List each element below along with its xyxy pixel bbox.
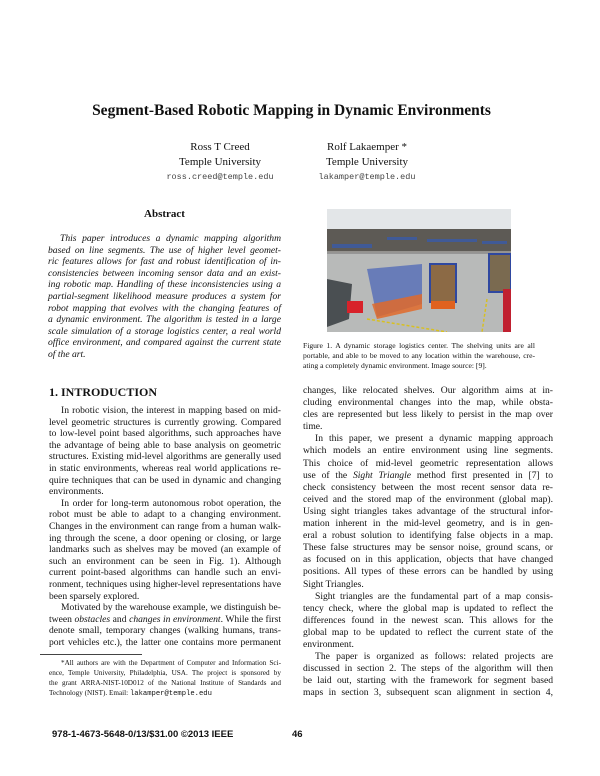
intro-left-column: [49, 405, 281, 648]
author-block-1: [140, 140, 300, 185]
text-line: based on line segments. The use of higher level geomet-: [48, 244, 281, 256]
text-line: [49, 688, 281, 698]
text-segment: . While the first: [220, 613, 282, 625]
text-segment: Technology (NIST). Email:: [49, 689, 130, 697]
text-line: ing through the scene, a door opening or closing, or large: [49, 532, 281, 544]
text-line: *All authors are with the Department of Computer and Information Sci-: [61, 659, 281, 667]
text-line: Sight Triangles.: [303, 578, 364, 590]
author-block-2: [287, 140, 447, 185]
text-line: quire techniques that can be used in dynamic and changing: [49, 474, 281, 486]
text-line: environments.: [49, 486, 104, 498]
emphasized-text: changes in environment: [129, 613, 221, 625]
footnote-divider: [40, 654, 142, 655]
text-line: changes, like relocated shelves. Our algorithm aims at in-: [303, 385, 553, 396]
abstract-text: [48, 233, 281, 361]
text-line: ronment, techniques using higher-level representations have: [49, 578, 281, 590]
text-line: partial-segment likelihood measure produces a system for: [48, 290, 281, 302]
footer-copyright: 978-1-4673-5648-0/13/$31.00 ©2013 IEEE: [52, 729, 234, 740]
text-segment: use of the: [303, 469, 353, 481]
text-line: port vehicles etc.), the latter one contains more permanent: [49, 636, 281, 648]
text-line: robot mapping that evolves with the changing features of: [48, 302, 281, 314]
text-line: In order for long-term autonomous robot operation, the: [61, 497, 281, 509]
text-line: current point-based algorithms can handle such an envi-: [49, 567, 281, 579]
text-line: ing robotic map. Handling of these inconsistencies using a: [48, 279, 281, 291]
text-line: cles are represented but less likely to persist in the map over: [303, 409, 553, 421]
text-line: structures. Existing mid-level algorithms are generally used: [49, 451, 281, 463]
text-line: Figure 1. A dynamic storage logistics center. The shelving units are all: [303, 341, 535, 350]
paper-title: Segment-Based Robotic Mapping in Dynamic Environments: [92, 102, 491, 119]
text-line: Sight triangles are the fundamental part of a map consis-: [315, 590, 553, 602]
text-line: In robotic vision, the interest in mapping based on mid-: [61, 405, 281, 416]
text-line: cluding environmental changes into the map, while obsta-: [303, 397, 553, 409]
text-line: be laid out, starting with the framework for segment based: [303, 675, 553, 687]
text-line: scale simulation of a storage logistics center, a real world: [48, 325, 281, 337]
text-line: which models an entire environment using line segments.: [303, 445, 553, 457]
text-line: [49, 614, 281, 626]
text-line: environment.: [303, 638, 354, 650]
figure-caption: [303, 341, 535, 371]
text-line: to low-level point based algorithms, such approaches have: [49, 428, 281, 440]
abstract-heading: Abstract: [144, 208, 185, 220]
text-segment: method first presented in [7] to: [411, 469, 554, 481]
author-affiliation: Temple University: [178, 156, 262, 168]
emphasized-text: obstacles: [74, 613, 111, 625]
text-line: [303, 470, 553, 482]
author-email: ross.creed@temple.edu: [166, 172, 274, 182]
text-line: portable, and able to be moved to any location within the warehouse, cre-: [303, 351, 535, 360]
author-email: lakamper@temple.edu: [318, 172, 416, 182]
text-line: In this paper, we present a dynamic mapping approach: [315, 433, 553, 445]
footnote: [49, 658, 281, 698]
text-line: eral a robust solution to identifying false objects in a map.: [303, 530, 553, 542]
text-line: positions. All types of these errors can be handled by using: [303, 566, 553, 578]
author-affiliation: Temple University: [325, 156, 409, 168]
text-line: a dynamic environment. The algorithm is tested in a large: [48, 314, 281, 326]
text-line: Changes in the environment can range from a human walk-: [49, 520, 281, 532]
text-line: of the art.: [48, 348, 86, 360]
text-line: as focused on in this application, objects that have changed: [303, 554, 553, 566]
text-line: ceived and the stored map of the environment (global map).: [303, 493, 553, 505]
text-line: ence, Temple University, Philadelphia, USA. The project is sponsored by: [49, 669, 281, 677]
text-line: consistencies between incoming sensor data and an exist-: [48, 267, 281, 279]
section-heading-introduction: 1. INTRODUCTION: [49, 385, 158, 399]
text-line: This choice of mid-level geometric representation allows: [303, 457, 553, 469]
text-line: level geometric structures is currently growing. Compared: [49, 416, 281, 428]
text-line: office environment, and compared against the current state: [48, 337, 281, 349]
figure-1-warehouse-image: [327, 209, 511, 332]
text-line: mation inherent in the mid-level geometry, and is in gen-: [303, 518, 553, 530]
warehouse-photo-illustration: [327, 209, 511, 332]
text-line: in static environments, whereas real world applications re-: [49, 462, 281, 474]
text-line: been sparsely explored.: [49, 590, 140, 602]
text-line: denote small, temporary changes (walking humans, trans-: [49, 625, 281, 637]
author-name: Ross T Creed: [190, 141, 250, 153]
text-line: landmarks such as shelves may be moved (an example of: [49, 544, 281, 556]
text-line: Using sight triangles takes advantage of the structural infor-: [303, 505, 553, 517]
text-line: the grant ARRA-NIST-10D012 of the National Institute of Standards and: [49, 679, 281, 687]
author-name: Rolf Lakaemper *: [326, 141, 408, 153]
text-line: global map to be updated to reflect the current state of the: [303, 626, 553, 638]
text-line: differences found in the newest scan. This allows for the: [303, 614, 553, 626]
email-text: lakamper@temple.edu: [129, 690, 212, 698]
text-line: This paper introduces a dynamic mapping algorithm: [60, 233, 281, 244]
text-line: time.: [303, 421, 323, 433]
intro-right-column: [303, 385, 553, 699]
text-line: tency check, where the global map is updated to reflect the: [303, 602, 553, 614]
text-line: Motivated by the warehouse example, we distinguish be-: [61, 602, 281, 614]
text-line: These false structures may be sensor noise, ground scans, or: [303, 542, 553, 554]
text-line: check consistency between the most recent sensor data re-: [303, 481, 553, 493]
text-line: ating a completely dynamic environment. Image source: [9].: [303, 361, 487, 370]
text-line: The paper is organized as follows: related projects are: [315, 651, 553, 663]
text-line: the advantage of being able to base analysis on geometric: [49, 439, 281, 451]
text-segment: tween: [49, 613, 75, 625]
text-segment: and: [110, 613, 130, 625]
text-line: robot must be able to adapt to a changing environment.: [49, 509, 281, 521]
text-line: maps in section 3, subsequent scan alignment in section 4,: [303, 687, 553, 699]
text-line: ric features allows for fast and robust identification of in-: [48, 256, 281, 268]
page-number: 46: [292, 729, 303, 740]
text-line: such an environment can be seen in Fig. 1). Although: [49, 555, 281, 567]
text-line: discussed in section 2. The steps of the algorithm will then: [303, 663, 553, 675]
emphasized-text: Sight Triangle: [352, 469, 412, 481]
